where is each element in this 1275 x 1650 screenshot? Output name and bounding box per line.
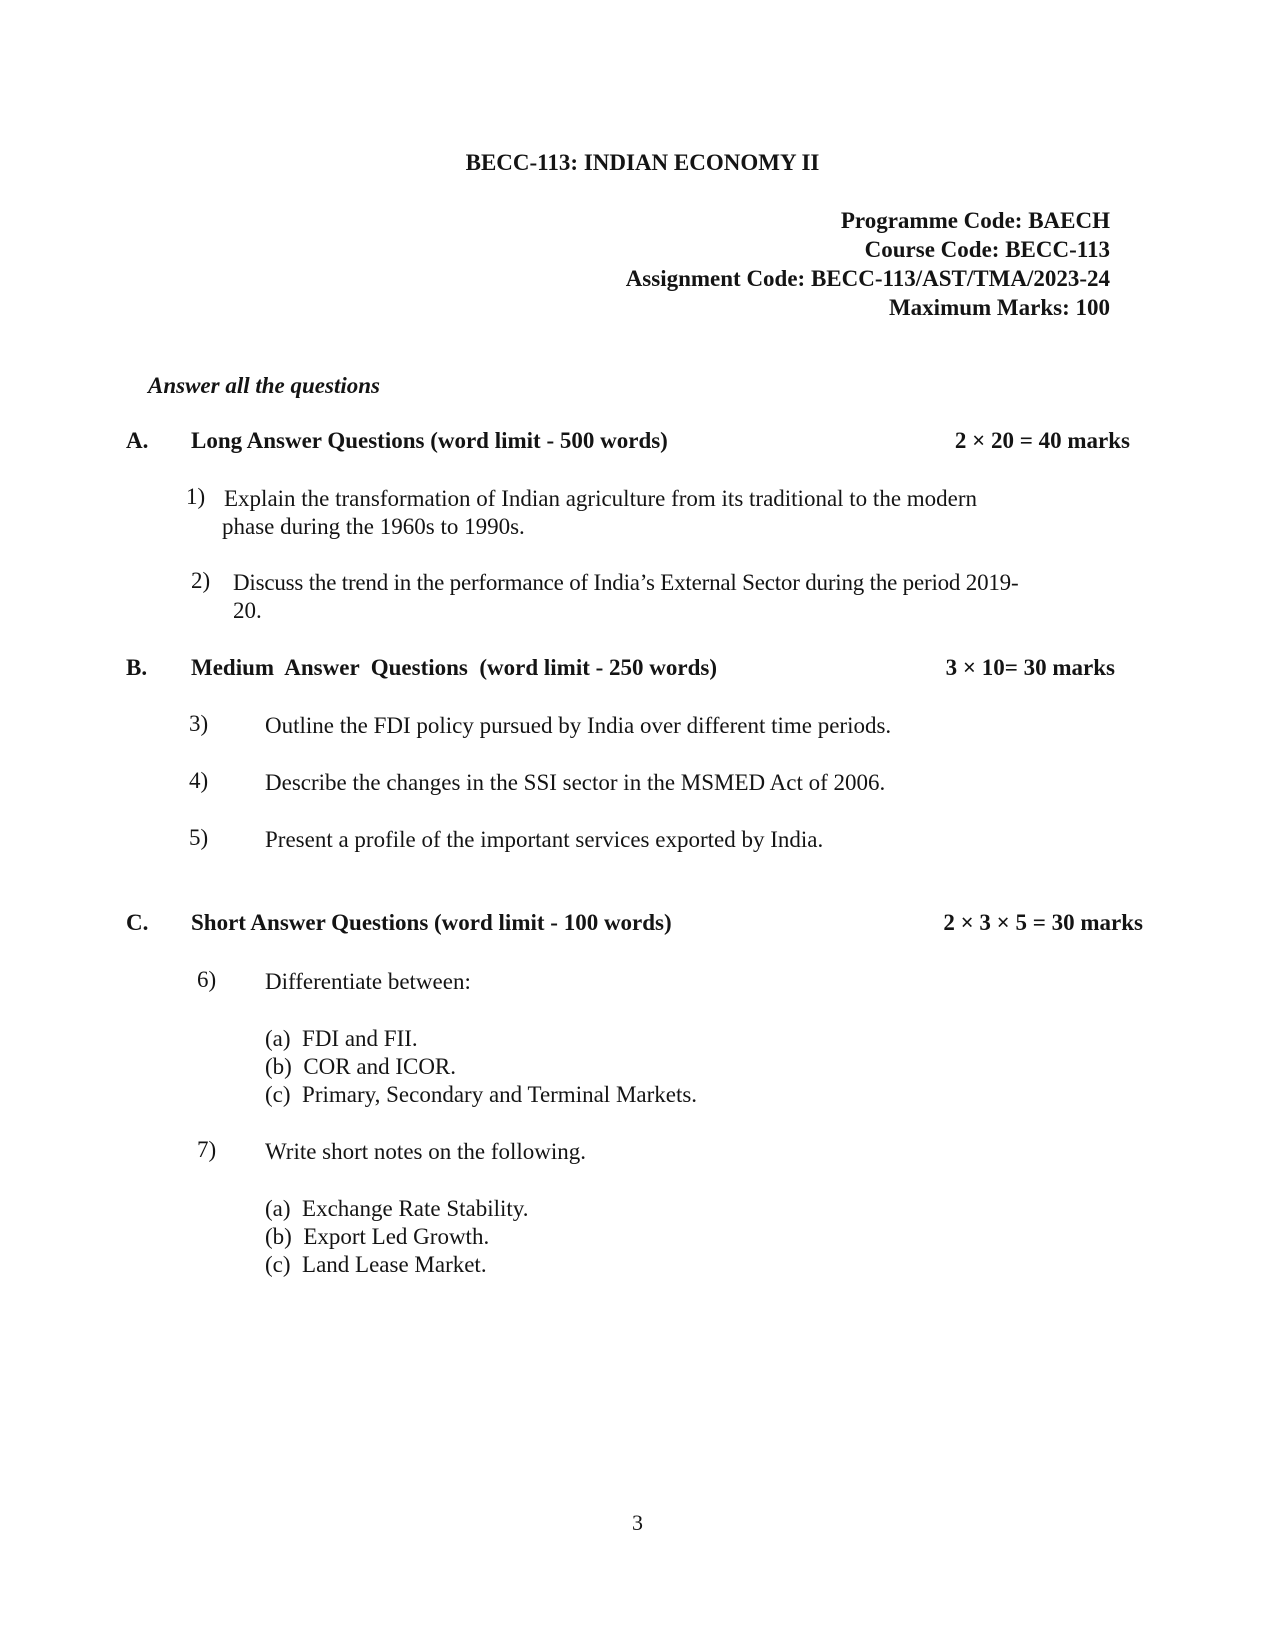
page-number: 3 xyxy=(632,1510,643,1535)
question-text-continued: 20. xyxy=(233,598,262,623)
instruction: Answer all the questions xyxy=(148,373,380,398)
question-number: 2) xyxy=(191,568,211,593)
sub-question: (c) Primary, Secondary and Terminal Markets. xyxy=(265,1082,698,1107)
question-text: Discuss the trend in the performance of India’s External Sector during the period 2019- xyxy=(233,570,1019,595)
sub-question: (b) COR and ICOR. xyxy=(265,1054,457,1079)
question-text: Outline the FDI policy pursued by India over different time periods. xyxy=(265,713,892,738)
question-number: 4) xyxy=(189,768,209,793)
section-letter: B. xyxy=(126,655,148,680)
sub-question: (a) Exchange Rate Stability. xyxy=(265,1196,529,1221)
question-text: Explain the transformation of Indian agriculture from its traditional to the modern xyxy=(224,486,978,511)
question-number: 7) xyxy=(197,1137,217,1162)
question-number: 5) xyxy=(189,825,209,850)
assignment-code: Assignment Code: BECC-113/AST/TMA/2023-24 xyxy=(625,266,1110,291)
question-text: Write short notes on the following. xyxy=(265,1139,587,1164)
section-letter: A. xyxy=(126,428,149,453)
section-marks: 2 × 3 × 5 = 30 marks xyxy=(943,910,1143,935)
sub-question: (b) Export Led Growth. xyxy=(265,1224,490,1249)
question-number: 3) xyxy=(189,711,209,736)
section-marks: 2 × 20 = 40 marks xyxy=(954,428,1130,453)
question-text: Present a profile of the important services exported by India. xyxy=(265,827,824,852)
section-title: Medium Answer Questions (word limit - 250 words) xyxy=(191,655,718,680)
question-number: 6) xyxy=(197,967,217,992)
course-code: Course Code: BECC-113 xyxy=(864,237,1110,262)
question-text-continued: phase during the 1960s to 1990s. xyxy=(222,514,525,539)
sub-question: (c) Land Lease Market. xyxy=(265,1252,487,1277)
maximum-marks: Maximum Marks: 100 xyxy=(888,295,1110,320)
question-text: Describe the changes in the SSI sector in the MSMED Act of 2006. xyxy=(265,770,886,795)
section-marks: 3 × 10= 30 marks xyxy=(945,655,1115,680)
section-title: Long Answer Questions (word limit - 500 words) xyxy=(191,428,668,453)
programme-code: Programme Code: BAECH xyxy=(840,208,1110,233)
question-text: Differentiate between: xyxy=(265,969,471,994)
section-letter: C. xyxy=(126,910,149,935)
document-title: BECC-113: INDIAN ECONOMY II xyxy=(465,150,820,175)
section-title: Short Answer Questions (word limit - 100 words) xyxy=(191,910,672,935)
question-number: 1) xyxy=(186,484,206,509)
sub-question: (a) FDI and FII. xyxy=(265,1026,418,1051)
